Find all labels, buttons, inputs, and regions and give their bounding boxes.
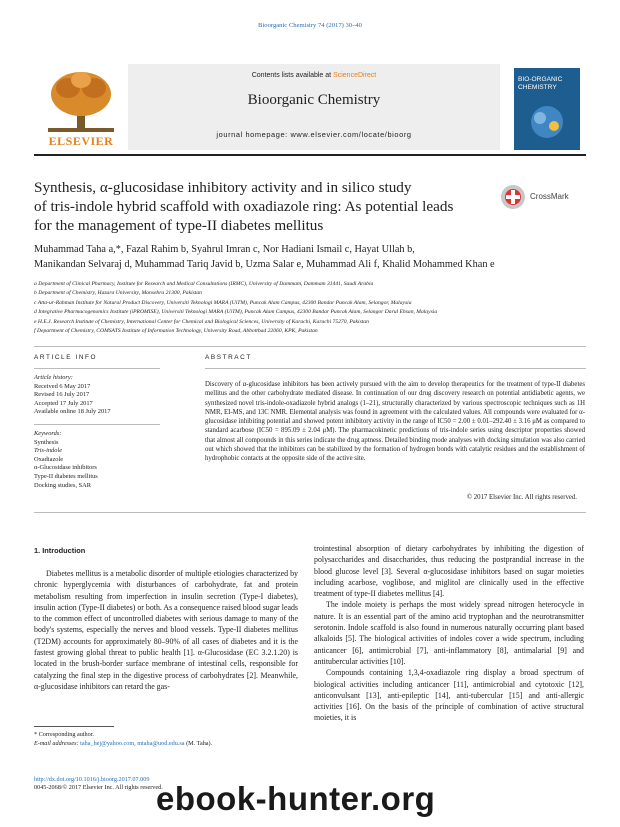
- author-list: [34, 242, 594, 272]
- banner-rule: [34, 154, 586, 156]
- keyword: Synthesis: [34, 438, 59, 446]
- keywords-rule: [34, 424, 160, 425]
- introduction-heading: 1. Introduction: [34, 546, 86, 555]
- journal-citation[interactable]: Bioorganic Chemistry 74 (2017) 30–40: [258, 22, 362, 29]
- footnote-rule: [34, 726, 114, 727]
- body-column-left: [34, 568, 298, 692]
- body-paragraph: Compounds containing 1,3,4-oxadiazole ring display a broad spectrum of biological activities including anticancer [11], antimicrobial and cytotoxic [12], anticonvulsant [13], anti-epileptic [14], anti-tubercular [15] and anti-allergic activities [16]. On the basis of the principle of combination of active structural moieties, it is: [314, 668, 584, 723]
- journal-homepage-link[interactable]: journal homepage: www.elsevier.com/locate/bioorg: [216, 130, 412, 139]
- title-line-2: of tris-indole hybrid scaffold with oxadiazole ring: As potential leads: [34, 198, 454, 215]
- body-paragraph: The indole moiety is perhaps the most widely spread nitrogen heterocycle in nature. It is an essential part of the amino acid tryptophan and the neurotransmitter serotonin. Indole scaffold is also found in numerous naturally occurring plant based alkaloids [5]. The biological activities of indoles cover a wide spectrum, including anticancer [6], antimicrobial [7], anti-inflammatory [8], antimalarial [9] and antitubercular activities [10].: [314, 600, 584, 666]
- email-line: [34, 739, 304, 748]
- affiliation-d: d Integrative Pharmacogenomics Institute (iPROMISE), Universiti Teknologi MARA (UiTM), Puncak Alam Campus, 42300 Bandar Puncak Alam, Selangor Darul Ehsan, Malaysia: [34, 309, 438, 316]
- journal-info-box: [128, 64, 500, 150]
- keyword: Oxadiazole: [34, 455, 64, 463]
- section-rule-bottom: [34, 512, 586, 513]
- affiliation-a: a Department of Clinical Pharmacy, Institute for Research and Medical Consultations (IRMC), University of Dammam, Dammam 31441, Saudi Arabia: [34, 281, 374, 287]
- email-suffix: (M. Taha).: [184, 740, 213, 747]
- affiliation-c: c Atta-ur-Rahman Institute for Natural Product Discovery, Universiti Teknologi MARA (UiTM), Puncak Alam Campus, 42300 Bandar Puncak Alam, Selangor, Malaysia: [34, 299, 412, 306]
- history-label: Article history:: [34, 374, 73, 381]
- crossmark-label: CrossMark: [530, 192, 569, 201]
- author-line-2: Manikandan Selvaraj d, Muhammad Tariq Javid b, Uzma Salar e, Muhammad Ali f, Khalid Mohammed Khan e: [34, 259, 495, 270]
- affiliations: [34, 280, 594, 336]
- affiliation-e: e H.E.J. Research Institute of Chemistry, International Center for Chemical and Biological Sciences, University of Karachi, Karachi 75270, Pakistan: [34, 318, 369, 325]
- article-history: [34, 374, 160, 417]
- title-line-3: for the management of type-II diabetes mellitus: [34, 217, 324, 234]
- corresponding-author: * Corresponding author.: [34, 731, 94, 738]
- affiliation-b: b Department of Chemistry, Hazara University, Mansehra 21300, Pakistan: [34, 290, 202, 297]
- crossmark-icon: [500, 184, 526, 210]
- journal-banner: [34, 64, 586, 156]
- doi-link[interactable]: http://dx.doi.org/10.1016/j.bioorg.2017.07.009: [34, 776, 150, 783]
- keyword: Docking studies, SAR: [34, 481, 91, 489]
- history-revised: Revised 16 July 2017: [34, 391, 90, 399]
- crossmark-button[interactable]: [500, 184, 590, 210]
- journal-cover-image: [514, 68, 580, 150]
- contents-prefix: Contents lists available at: [251, 72, 334, 79]
- email-links[interactable]: taha_hej@yahoo.com, mtaha@uod.edu.sa: [80, 740, 185, 747]
- history-accepted: Accepted 17 July 2017: [34, 399, 93, 407]
- abstract-copyright: © 2017 Elsevier Inc. All rights reserved.: [466, 494, 577, 501]
- email-label: E-mail addresses:: [34, 740, 81, 747]
- keyword: Type-II diabetes mellitus: [34, 472, 98, 480]
- title-line-1: Synthesis, α-glucosidase inhibitory activity and in silico study: [34, 179, 412, 196]
- body-paragraph: Diabetes mellitus is a metabolic disorder of multiple etiologies characterized by chronic hyperglycemia with disturbances of carbohydrate, fat and protein metabolism resulting from imperfection in insulin secretion (Type-I diabetes), insulin action (Type-II diabetes) or both. As a consequence raised blood sugar leads to the common effect of uncontrolled diabetes with serious damage to many of the body's systems, especially the nerves and blood vessels. Type-II diabetes mellitus (T2DM) accounts for approximately 80–90% of all cases of diabetes and it is the fastest growing global threat to public health [1]. α-Glucosidase (EC 3.2.1.20) is located in the brush-border surface membrane of intestinal cells, responsible for catalyzing the final step in the digestive process of carbohydrates [2]. Meanwhile, α-glucosidase inhibitors can retard the gas-: [34, 569, 298, 691]
- contents-line: [128, 72, 500, 79]
- keywords: [34, 430, 160, 490]
- article-info-heading: ARTICLE INFO: [34, 354, 98, 361]
- abstract-rule: [205, 368, 586, 369]
- footnote: [34, 730, 304, 748]
- section-rule-top: [34, 346, 586, 347]
- keyword: α-Glucosidase inhibitors: [34, 464, 97, 472]
- info-rule: [34, 368, 160, 369]
- history-online: Available online 18 July 2017: [34, 408, 111, 416]
- publisher-logo-text: ELSEVIER: [48, 134, 114, 148]
- abstract-text: Discovery of α-glucosidase inhibitors has been actively pursued with the aim to develop therapeutics for the treatment of type-II diabetes mellitus and the other carbohydrate mediated disease. In continuation of our drug discovery research on potential antidiabetic agents, we synthesized novel tris-indole-oxadiazole hybrid analogs (1–21), structurally characterized by various spectroscopic techniques such as 1H NMR, EI-MS, and 13C NMR. Elemental analysis was found in agreement with the calculated values. All compounds were evaluated for α-glucosidase inhibiting potential and showed potent inhibitory activity in the range of IC50 = 2.00 ± 0.01–292.40 ± 3.16 μM as compared to standard acarbose (IC50 = 895.09 ± 2.04 μM). The pharmacokinetic predictions of tris-indole series using descriptor properties showed that almost all compounds in this series indicate the drug aptness. Detailed binding mode analyses with docking simulation was also carried out which showed that the inhibitors can be stabilized by the formation of hydrogen bonds with catalytic residues and the establishment of hydrophobic contacts at the opposite side of the active site.: [205, 381, 585, 463]
- cover-title: BIO-ORGANIC CHEMISTRY: [518, 76, 563, 91]
- body-paragraph: trointestinal absorption of dietary carbohydrates by inhibiting the digestion of polysaccharides and disaccharides, thus reducing the postprandial increase in the blood glucose level [3]. Several α-glucosidase inhibitors based on sugar moieties including acarbose, voglibose, and miglitol are clinically used in the effective treatment of type-II diabetes mellitus [4].: [314, 544, 584, 599]
- journal-name: Bioorganic Chemistry: [247, 92, 381, 108]
- body-column-right: [314, 543, 584, 724]
- keywords-label: Keywords:: [34, 430, 62, 437]
- affiliation-f: f Department of Chemistry, COMSATS Institute of Information Technology, University Road, Abbottbad 22060, KPK, Pakistan: [34, 328, 318, 335]
- issn-line: 0045-2068/© 2017 Elsevier Inc. All rights reserved.: [34, 784, 163, 791]
- abstract-heading: ABSTRACT: [205, 354, 252, 361]
- author-line-1: Muhammad Taha a,*, Fazal Rahim b, Syahrul Imran c, Nor Hadiani Ismail c, Hayat Ullah b,: [34, 244, 415, 255]
- article-title: [34, 178, 494, 235]
- sciencedirect-link[interactable]: ScienceDirect: [333, 72, 377, 79]
- history-received: Received 6 May 2017: [34, 382, 91, 390]
- watermark-text: ebook-hunter.org: [156, 780, 436, 817]
- keyword: Tris-indole: [34, 447, 63, 455]
